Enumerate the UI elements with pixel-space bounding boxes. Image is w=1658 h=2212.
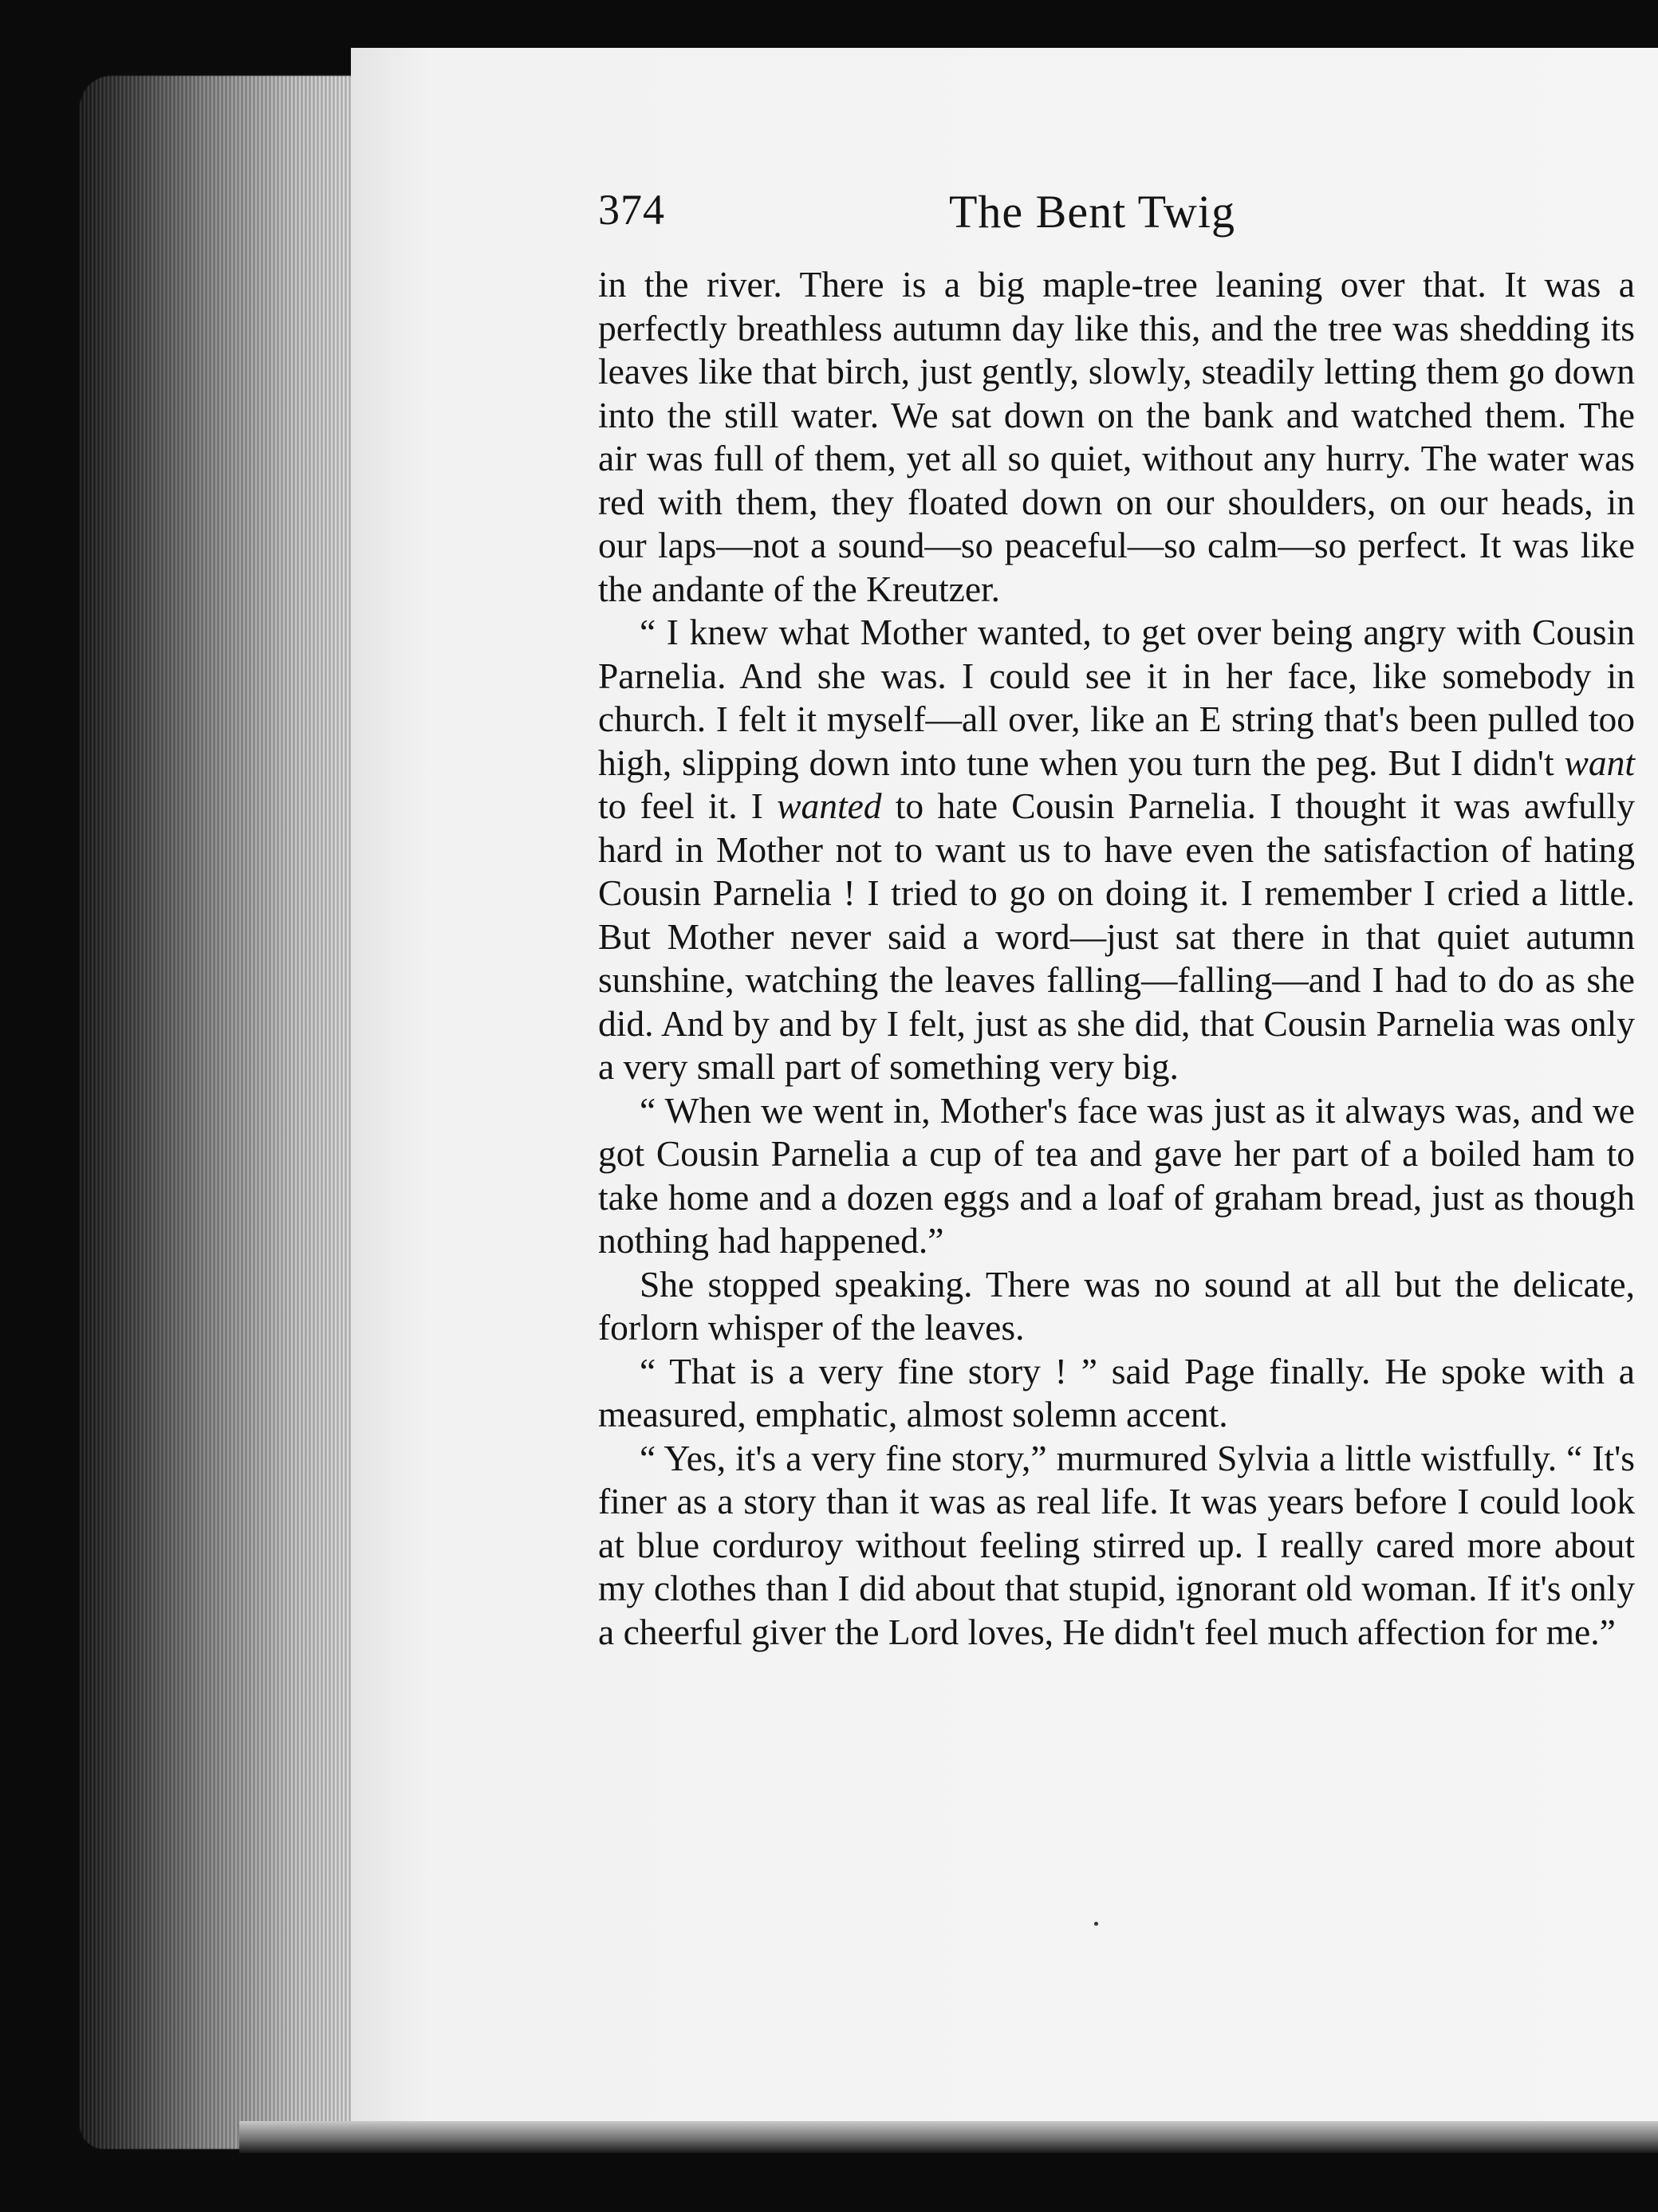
body-text [598, 263, 1635, 1654]
paragraph-text: “ I knew what Mother wanted, to get over being angry with Cousin Parnelia. And she was. I could see it in her face, like somebody in church. I felt it myself—all over, like an E string that's been pulled too high, slipping down into tune when you turn the peg. But I didn't [598, 612, 1635, 783]
paragraph-text: “ Yes, it's a very fine story,” murmured Sylvia a little wistfully. “ It's finer as a story than it was as real life. It was years before I could look at blue corduroy without feeling stirred up. I really cared more about my clothes than I did about that stupid, ignorant old woman. If it's only a cheerful giver the Lord loves, He didn't feel much affection for me.” [598, 1437, 1635, 1652]
paragraph-text: “ That is a very fine story ! ” said Page finally. He spoke with a measured, emphatic, almost solemn accent. [598, 1350, 1635, 1435]
page-edge-stack [80, 76, 367, 2149]
ink-speck [1094, 1922, 1098, 1926]
page-bottom-shadow [239, 2121, 1658, 2153]
paragraph [598, 1263, 1635, 1350]
emphasized-text: want [1564, 742, 1635, 783]
paragraph-text: to feel it. I [598, 785, 778, 826]
paragraph-text: in the river. There is a big maple-tree leaning over that. It was a perfectly breathless autumn day like this, and the tree was shedding its leaves like that birch, just gently, slowly, steadily letting them go down into the still water. We sat down on the bank and watched them. The air was full of them, yet all so quiet, without any hurry. The water was red with them, they floated down on our shoulders, on our heads, in our laps—not a sound—so peaceful—so calm—so perfect. It was like the andante of the Kreutzer. [598, 264, 1635, 609]
paragraph [598, 263, 1635, 611]
emphasized-text: wanted [777, 785, 882, 826]
paragraph [598, 1089, 1635, 1263]
running-title: The Bent Twig [949, 186, 1236, 238]
paragraph [598, 1350, 1635, 1437]
running-header [598, 185, 1292, 249]
paragraph-text: She stopped speaking. There was no sound at all but the delicate, forlorn whisper of the leaves. [598, 1263, 1635, 1348]
paragraph [598, 1437, 1635, 1655]
paragraph-text: “ When we went in, Mother's face was just as it always was, and we got Cousin Parnelia a cup of tea and gave her part of a boiled ham to take home and a dozen eggs and a loaf of graham bread, just as though nothing had happened.” [598, 1089, 1635, 1261]
paragraph [598, 611, 1635, 1089]
paragraph-text: to hate Cousin Parnelia. I thought it was awfully hard in Mother not to want us to have even the satisfaction of hating Cousin Parnelia ! I tried to go on doing it. I remember I cried a little. But Mother never said a word—just sat there in that quiet autumn sunshine, watching the leaves falling—falling—and I had to do as she did. And by and by I felt, just as she did, that Cousin Parnelia was only a very small part of something very big. [598, 785, 1635, 1087]
page-number: 374 [598, 186, 665, 234]
